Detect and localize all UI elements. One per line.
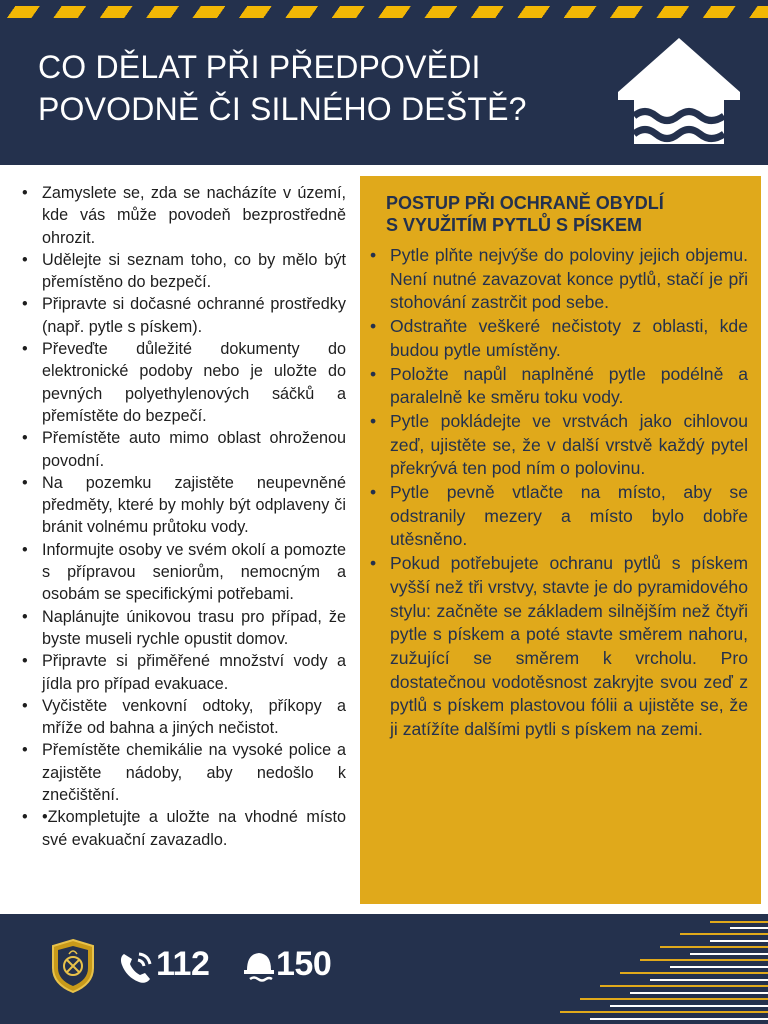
top-hazard-stripe <box>0 0 768 22</box>
preparation-list <box>20 182 346 851</box>
list-item: • Informujte osoby ve svém okolí a pomozte s přípravou seniorům, nemocným a osobám se specifickými potřebami. <box>20 539 346 606</box>
footer-bar <box>0 914 768 1024</box>
emergency-number: 112 <box>156 945 210 983</box>
box-title <box>386 192 664 236</box>
list-item: • Připravte si přiměřené množství vody a jídla pro případ evakuace. <box>20 650 346 695</box>
box-title-line-2: S VYUŽITÍM PYTLŮ S PÍSKEM <box>386 215 643 235</box>
procedure-item: • Položte napůl naplněné pytle podélně a paralelně ke směru toku vody. <box>368 363 748 410</box>
fire-number: 150 <box>276 945 332 983</box>
procedure-item: • Pytle pevně vtlačte na místo, aby se odstranily mezery a místo bylo dobře utěsněno. <box>368 481 748 552</box>
procedure-item: • Odstraňte veškeré nečistoty z oblasti, kde budou pytle umístěny. <box>368 315 748 362</box>
list-item: • Vyčistěte venkovní odtoky, příkopy a mříže od bahna a jiných nečistot. <box>20 695 346 740</box>
firefighter-helmet-icon <box>242 948 276 984</box>
procedure-item: • Pokud potřebujete ochranu pytlů s pískem vyšší než tři vrstvy, stavte je do pyramidového stylu: začněte se základem silnějším než čtyři pytle s pískem a poté stavte směrem nahoru, zužující se směrem k vrcholu. Pro dostatečnou vodotěsnost zakryjte svou zeď z pytlů s pískem plastovou fólii a ujistěte se, že ji zatížíte dalšími pytli s pískem na zemi. <box>368 552 748 742</box>
procedure-item: • Pytle plňte nejvýše do poloviny jejich objemu. Není nutné zavazovat konce pytlů, stačí je při stohování zastrčit pod sebe. <box>368 244 748 315</box>
list-item: • Převeďte důležité dokumenty do elektronické podoby nebo je uložte do pevných polyethylenových sáčků a přemístěte do bezpečí. <box>20 338 346 427</box>
fire-rescue-emblem-icon <box>50 938 96 994</box>
title-line-2: POVODNĚ ČI SILNÉHO DEŠTĚ? <box>38 91 527 127</box>
list-item: • Naplánujte únikovou trasu pro případ, že byste museli rychle opustit domov. <box>20 606 346 651</box>
list-item: • Udělejte si seznam toho, co by mělo být přemístěno do bezpečí. <box>20 249 346 294</box>
list-item: • •Zkompletujte a uložte na vhodné místo své evakuační zavazadlo. <box>20 806 346 851</box>
phone-icon <box>118 950 154 984</box>
flooded-house-icon <box>614 34 744 156</box>
title-line-1: CO DĚLAT PŘI PŘEDPOVĚDI <box>38 49 481 85</box>
box-title-line-1: POSTUP PŘI OCHRANĚ OBYDLÍ <box>386 193 664 213</box>
header-banner <box>0 22 768 165</box>
page-title <box>38 46 527 130</box>
sandbag-procedure-box <box>360 176 761 904</box>
list-item: • Připravte si dočasné ochranné prostředky (např. pytle s pískem). <box>20 293 346 338</box>
decorative-lines <box>560 914 768 1024</box>
list-item: • Přemístěte chemikálie na vysoké police a zajistěte nádoby, aby nedošlo k znečištění. <box>20 739 346 806</box>
list-item: • Zamyslete se, zda se nacházíte v území, kde vás může povodeň bezprostředně ohrozit. <box>20 182 346 249</box>
procedure-item: • Pytle pokládejte ve vrstvách jako cihlovou zeď, ujistěte se, že v další vrstvě každý pytel překrývá ten pod ním o polovinu. <box>368 410 748 481</box>
list-item: • Přemístěte auto mimo oblast ohroženou povodní. <box>20 427 346 472</box>
list-item: • Na pozemku zajistěte neupevněné předměty, které by mohly být odplaveny či bránit volnému průtoku vody. <box>20 472 346 539</box>
